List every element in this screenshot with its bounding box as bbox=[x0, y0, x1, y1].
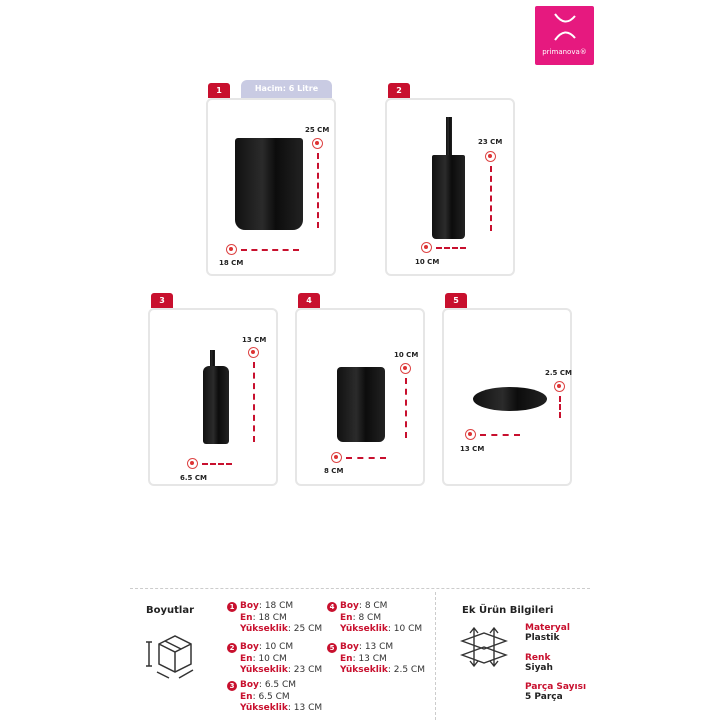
material-value: Plastik bbox=[525, 633, 560, 643]
value: : 8 CM bbox=[358, 601, 388, 611]
extra-info-title: Ek Ürün Bilgileri bbox=[462, 605, 554, 616]
width-marker-icon bbox=[331, 452, 342, 463]
height-line bbox=[253, 362, 255, 442]
height-marker-icon bbox=[248, 347, 259, 358]
height-marker-icon bbox=[485, 151, 496, 162]
label: En bbox=[340, 653, 353, 664]
height-line bbox=[490, 166, 492, 231]
label: Boy bbox=[240, 680, 259, 690]
width-label-5: 13 CM bbox=[460, 445, 485, 453]
dimensions-title: Boyutlar bbox=[146, 605, 195, 616]
item-number: 3 bbox=[227, 681, 237, 691]
dimension-item-2 bbox=[229, 642, 323, 677]
label: Boy bbox=[240, 601, 259, 611]
soap-dispenser-image bbox=[203, 366, 229, 444]
color-label: Renk bbox=[525, 653, 551, 663]
height-label-1: 25 CM bbox=[305, 126, 330, 134]
label: Yükseklik bbox=[240, 665, 288, 675]
width-label-2: 10 CM bbox=[415, 258, 440, 266]
dimension-item-4 bbox=[329, 601, 423, 636]
width-line bbox=[480, 434, 520, 436]
label: Boy bbox=[340, 601, 359, 611]
product-badge-2: 2 bbox=[388, 83, 410, 98]
trash-bin-image bbox=[235, 138, 303, 230]
label: Yükseklik bbox=[340, 665, 388, 675]
divider bbox=[435, 592, 436, 720]
brand-logo bbox=[535, 6, 594, 65]
value: : 23 CM bbox=[287, 665, 323, 675]
item-number: 5 bbox=[327, 643, 337, 653]
product-badge-5: 5 bbox=[445, 293, 467, 308]
dimension-item-3 bbox=[229, 680, 323, 715]
label: En bbox=[340, 612, 353, 623]
toothbrush-holder-image bbox=[337, 367, 385, 442]
value: : 10 CM bbox=[387, 624, 423, 634]
height-marker-icon bbox=[400, 363, 411, 374]
value: : 6.5 CM bbox=[252, 691, 290, 702]
width-marker-icon bbox=[421, 242, 432, 253]
product-badge-4: 4 bbox=[298, 293, 320, 308]
color-value: Siyah bbox=[525, 663, 553, 673]
box-dimensions-icon bbox=[145, 630, 197, 680]
item-number: 1 bbox=[227, 602, 237, 612]
color-info bbox=[525, 653, 553, 673]
height-line bbox=[317, 153, 319, 228]
material-label: Materyal bbox=[525, 623, 570, 633]
product-badge-1: 1 bbox=[208, 83, 230, 98]
height-line bbox=[405, 378, 407, 438]
height-line bbox=[559, 396, 561, 418]
divider bbox=[130, 588, 590, 589]
height-marker-icon bbox=[312, 138, 323, 149]
width-marker-icon bbox=[465, 429, 476, 440]
label: Boy bbox=[340, 642, 359, 652]
value: : 18 CM bbox=[258, 601, 294, 611]
height-label-3: 13 CM bbox=[242, 336, 267, 344]
brand-name: primanova® bbox=[542, 48, 587, 56]
value: : 10 CM bbox=[258, 642, 294, 652]
pump-image bbox=[210, 350, 215, 366]
value: : 25 CM bbox=[287, 624, 323, 634]
width-label-4: 8 CM bbox=[324, 467, 344, 475]
item-number: 2 bbox=[227, 643, 237, 653]
height-label-4: 10 CM bbox=[394, 351, 419, 359]
product-badge-3: 3 bbox=[151, 293, 173, 308]
value: : 10 CM bbox=[252, 653, 287, 664]
height-label-5: 2.5 CM bbox=[545, 369, 572, 377]
value: : 2.5 CM bbox=[387, 665, 425, 675]
label: Yükseklik bbox=[240, 703, 288, 713]
label: Yükseklik bbox=[240, 624, 288, 634]
label: Boy bbox=[240, 642, 259, 652]
value: : 13 CM bbox=[287, 703, 323, 713]
value: : 8 CM bbox=[352, 612, 382, 623]
width-line bbox=[436, 247, 466, 249]
label: En bbox=[240, 691, 253, 702]
height-marker-icon bbox=[554, 381, 565, 392]
dimension-item-5 bbox=[329, 642, 425, 677]
width-marker-icon bbox=[226, 244, 237, 255]
brush-handle-image bbox=[446, 117, 452, 157]
dimension-item-1 bbox=[229, 601, 323, 636]
width-label-1: 18 CM bbox=[219, 259, 244, 267]
width-label-3: 6.5 CM bbox=[180, 474, 207, 482]
label: Yükseklik bbox=[340, 624, 388, 634]
pieces-info bbox=[525, 682, 586, 702]
volume-tag: Hacim: 6 Litre bbox=[241, 80, 332, 98]
width-marker-icon bbox=[187, 458, 198, 469]
soap-dish-image bbox=[473, 387, 547, 411]
material-info bbox=[525, 623, 570, 643]
logo-mark-icon bbox=[535, 6, 594, 46]
item-number: 4 bbox=[327, 602, 337, 612]
width-line bbox=[346, 457, 386, 459]
label: En bbox=[240, 612, 253, 623]
material-layers-icon bbox=[460, 625, 508, 671]
value: : 13 CM bbox=[352, 653, 387, 664]
pieces-value: 5 Parça bbox=[525, 692, 563, 702]
width-line bbox=[202, 463, 232, 465]
toilet-brush-image bbox=[432, 155, 465, 239]
value: : 6.5 CM bbox=[258, 680, 297, 690]
pieces-label: Parça Sayısı bbox=[525, 682, 587, 692]
value: : 13 CM bbox=[358, 642, 394, 652]
width-line bbox=[241, 249, 299, 251]
value: : 18 CM bbox=[252, 612, 287, 623]
label: En bbox=[240, 653, 253, 664]
height-label-2: 23 CM bbox=[478, 138, 503, 146]
